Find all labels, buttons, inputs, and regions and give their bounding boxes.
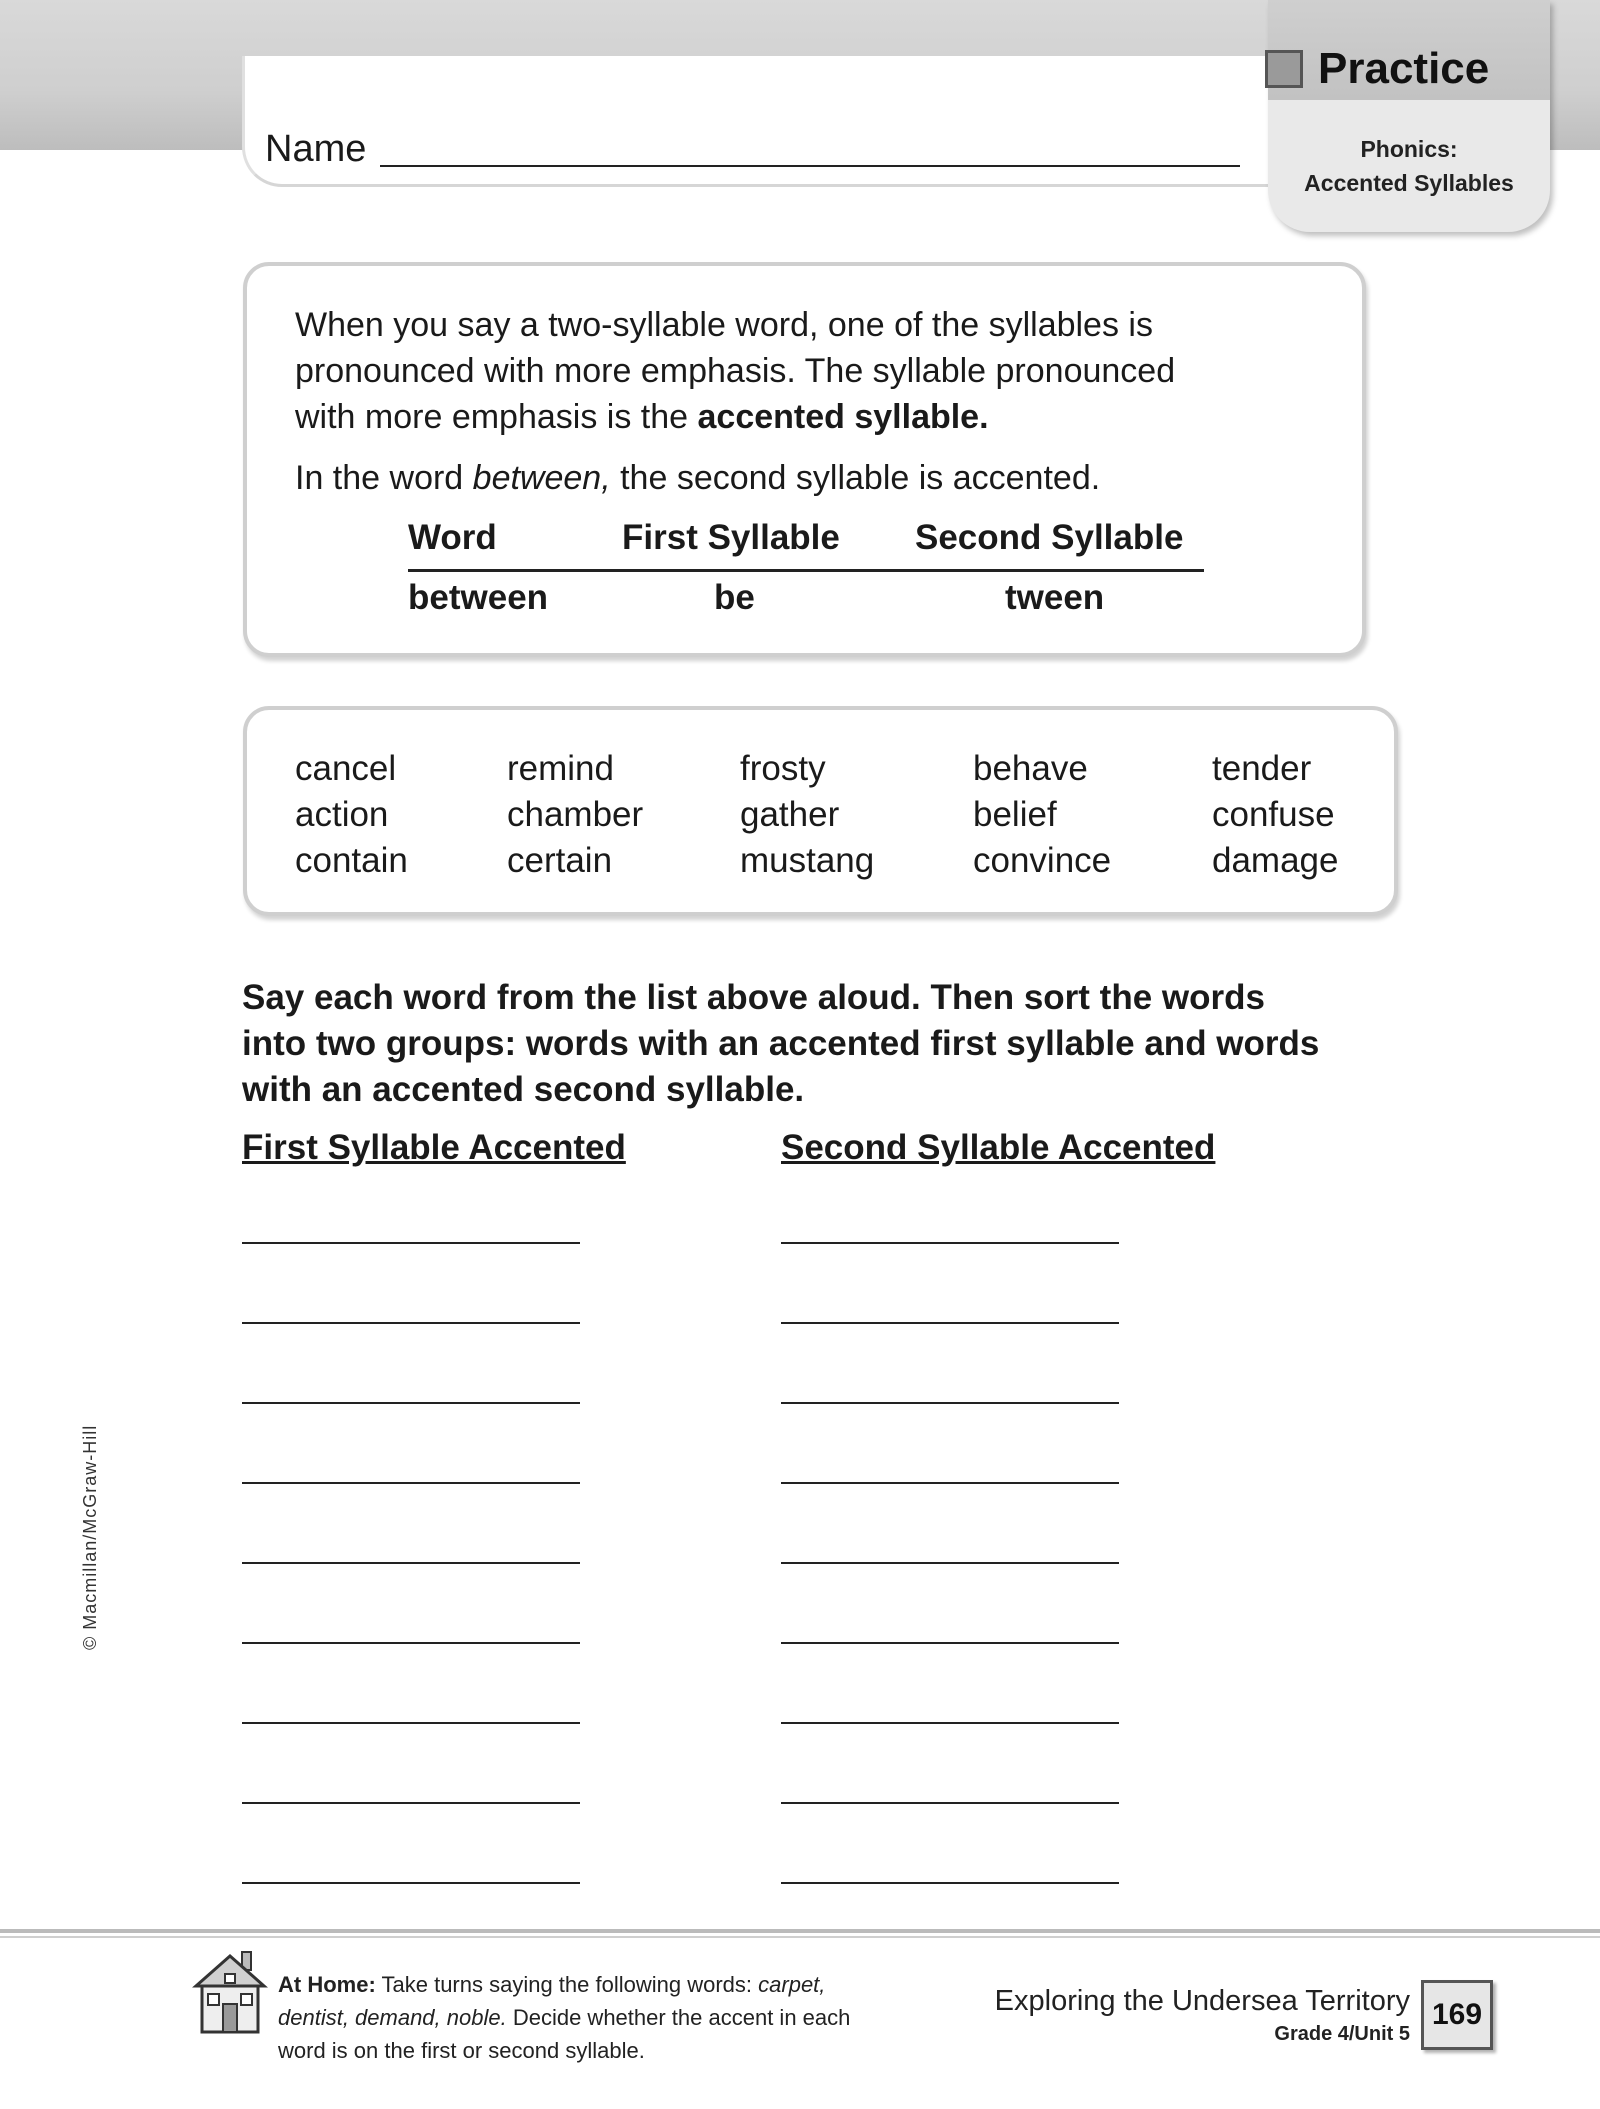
- practice-square-icon: [1265, 50, 1303, 88]
- list-item: contain: [295, 841, 408, 880]
- list-item: gather: [740, 795, 840, 834]
- table-header-second-syllable: Second Syllable: [915, 518, 1184, 557]
- list-item: convince: [973, 841, 1112, 880]
- answer-line-first[interactable]: [242, 1882, 580, 1884]
- name-label: Name: [265, 128, 367, 170]
- second-syllable-column-header: Second Syllable Accented: [781, 1128, 1216, 1167]
- answer-line-first[interactable]: [242, 1642, 580, 1644]
- at-home-words: dentist, demand, noble.: [278, 2005, 507, 2030]
- rule-line-3: [295, 394, 1315, 440]
- rule-line-1: When you say a two-syllable word, one of the syllables is: [295, 306, 1153, 344]
- instructions-line-1: Say each word from the list above aloud. Then sort the words: [242, 978, 1265, 1017]
- footer-divider: [0, 1929, 1600, 1933]
- table-cell-second-syllable: tween: [1005, 578, 1105, 617]
- at-home-line-1: [278, 1968, 908, 2001]
- answer-line-first[interactable]: [242, 1482, 580, 1484]
- list-item: certain: [507, 841, 613, 880]
- answer-line-second[interactable]: [781, 1322, 1119, 1324]
- answer-line-second[interactable]: [781, 1562, 1119, 1564]
- answer-line-first[interactable]: [242, 1722, 580, 1724]
- at-home-words: carpet,: [758, 1972, 826, 1997]
- grade-unit-label: Grade 4/Unit 5: [1274, 2023, 1410, 2045]
- at-home-text: Decide whether the accent in each: [506, 2005, 851, 2030]
- practice-title: Practice: [1318, 44, 1490, 93]
- word-list-column: [1212, 746, 1338, 884]
- page-number: 169: [1421, 1980, 1493, 2050]
- name-write-line[interactable]: [380, 165, 1240, 167]
- table-header-first-syllable: First Syllable: [622, 518, 840, 557]
- answer-line-second[interactable]: [781, 1402, 1119, 1404]
- at-home-text: Take turns saying the following words:: [375, 1972, 759, 1997]
- at-home-note: [278, 1968, 908, 2067]
- example-sentence: [295, 455, 1315, 501]
- topic-line-2: Accented Syllables: [1304, 170, 1514, 196]
- list-item: belief: [973, 795, 1057, 834]
- list-item: cancel: [295, 749, 397, 788]
- answer-line-second[interactable]: [781, 1722, 1119, 1724]
- example-word: between,: [472, 459, 611, 497]
- answer-line-first[interactable]: [242, 1562, 580, 1564]
- answer-line-first[interactable]: [242, 1242, 580, 1244]
- answer-line-first[interactable]: [242, 1802, 580, 1804]
- answer-line-second[interactable]: [781, 1882, 1119, 1884]
- word-list-column: [973, 746, 1111, 884]
- example-text-pre: In the word: [295, 459, 473, 497]
- table-cell-first-syllable: be: [714, 578, 755, 617]
- answer-line-first[interactable]: [242, 1402, 580, 1404]
- word-list-column: [295, 746, 408, 884]
- list-item: remind: [507, 749, 614, 788]
- table-divider: [408, 569, 1204, 572]
- list-item: mustang: [740, 841, 875, 880]
- list-item: confuse: [1212, 795, 1335, 834]
- answer-line-second[interactable]: [781, 1482, 1119, 1484]
- example-text-post: the second syllable is accented.: [610, 459, 1101, 497]
- answer-line-second[interactable]: [781, 1642, 1119, 1644]
- list-item: action: [295, 795, 389, 834]
- copyright-notice: © Macmillan/McGraw-Hill: [80, 1424, 100, 1650]
- instructions-line-3: with an accented second syllable.: [242, 1070, 805, 1109]
- at-home-line-2: [278, 2001, 908, 2034]
- list-item: frosty: [740, 749, 826, 788]
- list-item: chamber: [507, 795, 644, 834]
- instructions-line-2: into two groups: words with an accented first syllable and words: [242, 1024, 1320, 1063]
- word-list-column: [740, 746, 874, 884]
- table-cell-word: between: [408, 578, 549, 617]
- rule-line-2: pronounced with more emphasis. The syllable pronounced: [295, 352, 1176, 390]
- story-title: Exploring the Undersea Territory: [994, 1985, 1410, 2017]
- table-header-word: Word: [408, 518, 497, 557]
- answer-line-second[interactable]: [781, 1802, 1119, 1804]
- at-home-line-3: word is on the first or second syllable.: [278, 2038, 645, 2063]
- answer-line-first[interactable]: [242, 1322, 580, 1324]
- instructions: [242, 975, 1422, 1113]
- topic-label: [1268, 132, 1550, 200]
- topic-line-1: Phonics:: [1360, 136, 1458, 162]
- first-syllable-column-header: First Syllable Accented: [242, 1128, 626, 1167]
- name-card: [242, 56, 1295, 187]
- word-list-column: [507, 746, 643, 884]
- list-item: tender: [1212, 749, 1312, 788]
- rule-line-3-text: with more emphasis is the: [295, 398, 698, 436]
- accented-syllable-term: accented syllable.: [697, 398, 989, 436]
- at-home-label: At Home:: [278, 1972, 376, 1997]
- rule-paragraph: [295, 302, 1315, 440]
- answer-line-second[interactable]: [781, 1242, 1119, 1244]
- footer-divider-thin: [0, 1936, 1600, 1938]
- list-item: damage: [1212, 841, 1339, 880]
- list-item: behave: [973, 749, 1088, 788]
- house-icon: [190, 1948, 270, 2038]
